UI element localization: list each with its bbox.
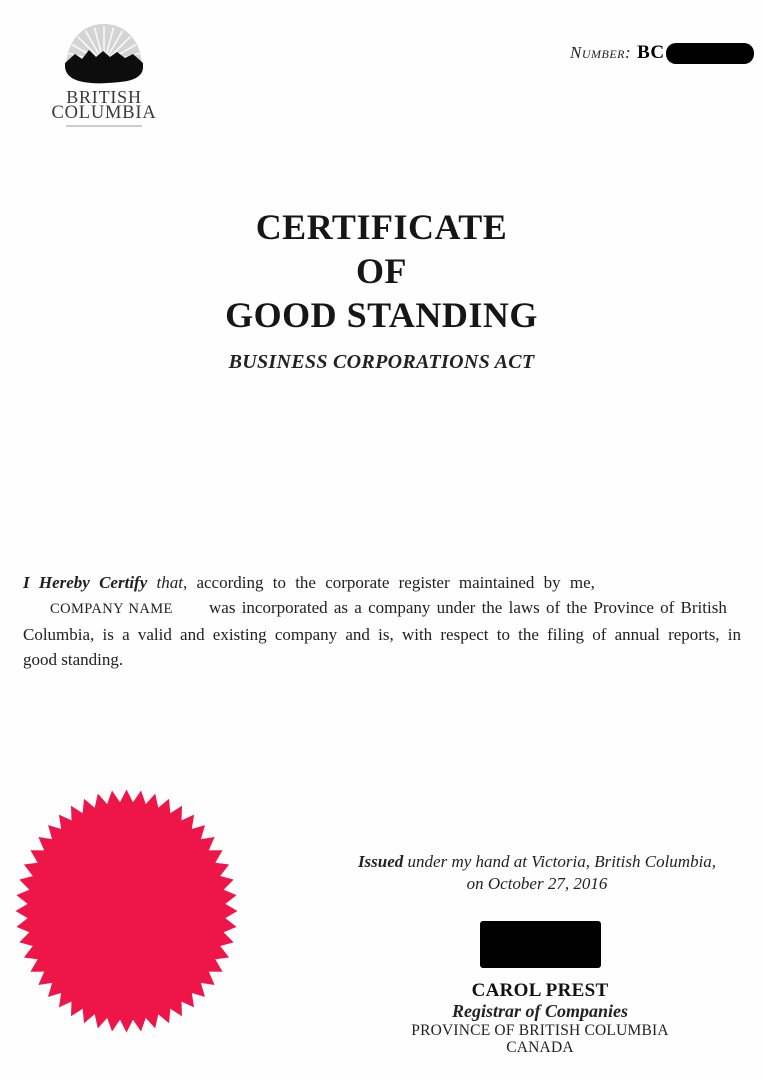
sun-mountains-icon <box>62 20 146 88</box>
certify-lead: I Hereby Certify <box>23 573 148 592</box>
bc-logo <box>34 20 174 127</box>
issued-line1-rest: under my hand at Victoria, British Columbia, <box>407 852 717 871</box>
signatory-province: PROVINCE OF BRITISH COLUMBIA <box>411 1022 669 1039</box>
act-subtitle: BUSINESS CORPORATIONS ACT <box>228 351 535 373</box>
issuance-statement <box>327 851 747 895</box>
bc-logo-text-british: BRITISH <box>66 87 142 107</box>
title-line-2: OF <box>356 251 407 291</box>
number-redaction-box <box>666 43 754 64</box>
body-line1-rest: according to the corporate register maintained by me, <box>196 573 595 592</box>
body-line-3: Columbia, is a valid and existing company and is, with respect to the filing of annual reports, in <box>23 625 741 644</box>
issued-line-1 <box>327 851 747 873</box>
number-value-prefix: BC <box>637 42 665 63</box>
red-seal-starburst <box>16 790 238 1033</box>
body-line2-rest: was incorporated as a company under the laws of the Province of British <box>209 598 727 617</box>
certify-that: that, <box>156 573 188 592</box>
title-line-1: CERTIFICATE <box>255 207 508 247</box>
number-label: Number: <box>570 43 632 62</box>
body-line-2 <box>23 595 741 622</box>
issued-line-2: on October 27, 2016 <box>466 874 608 893</box>
red-seal-icon <box>15 789 238 1033</box>
certification-paragraph <box>23 570 741 672</box>
certificate-number-row <box>570 42 754 64</box>
signature-redaction-box <box>480 921 601 968</box>
title-line-3: GOOD STANDING <box>225 295 538 335</box>
signatory-name: CAROL PREST <box>471 980 609 1001</box>
certificate-title <box>0 205 763 337</box>
body-line-1 <box>23 570 741 595</box>
company-name-placeholder: COMPANY NAME <box>50 601 173 617</box>
bc-logo-text-columbia: COLUMBIA <box>51 103 157 123</box>
signature-block <box>390 921 690 1056</box>
body-line-4: good standing. <box>23 650 124 669</box>
signatory-country: CANADA <box>506 1039 574 1056</box>
issued-lead: Issued <box>357 852 404 871</box>
bc-logo-tagline-rule <box>66 125 142 127</box>
signatory-role: Registrar of Companies <box>451 1001 629 1021</box>
